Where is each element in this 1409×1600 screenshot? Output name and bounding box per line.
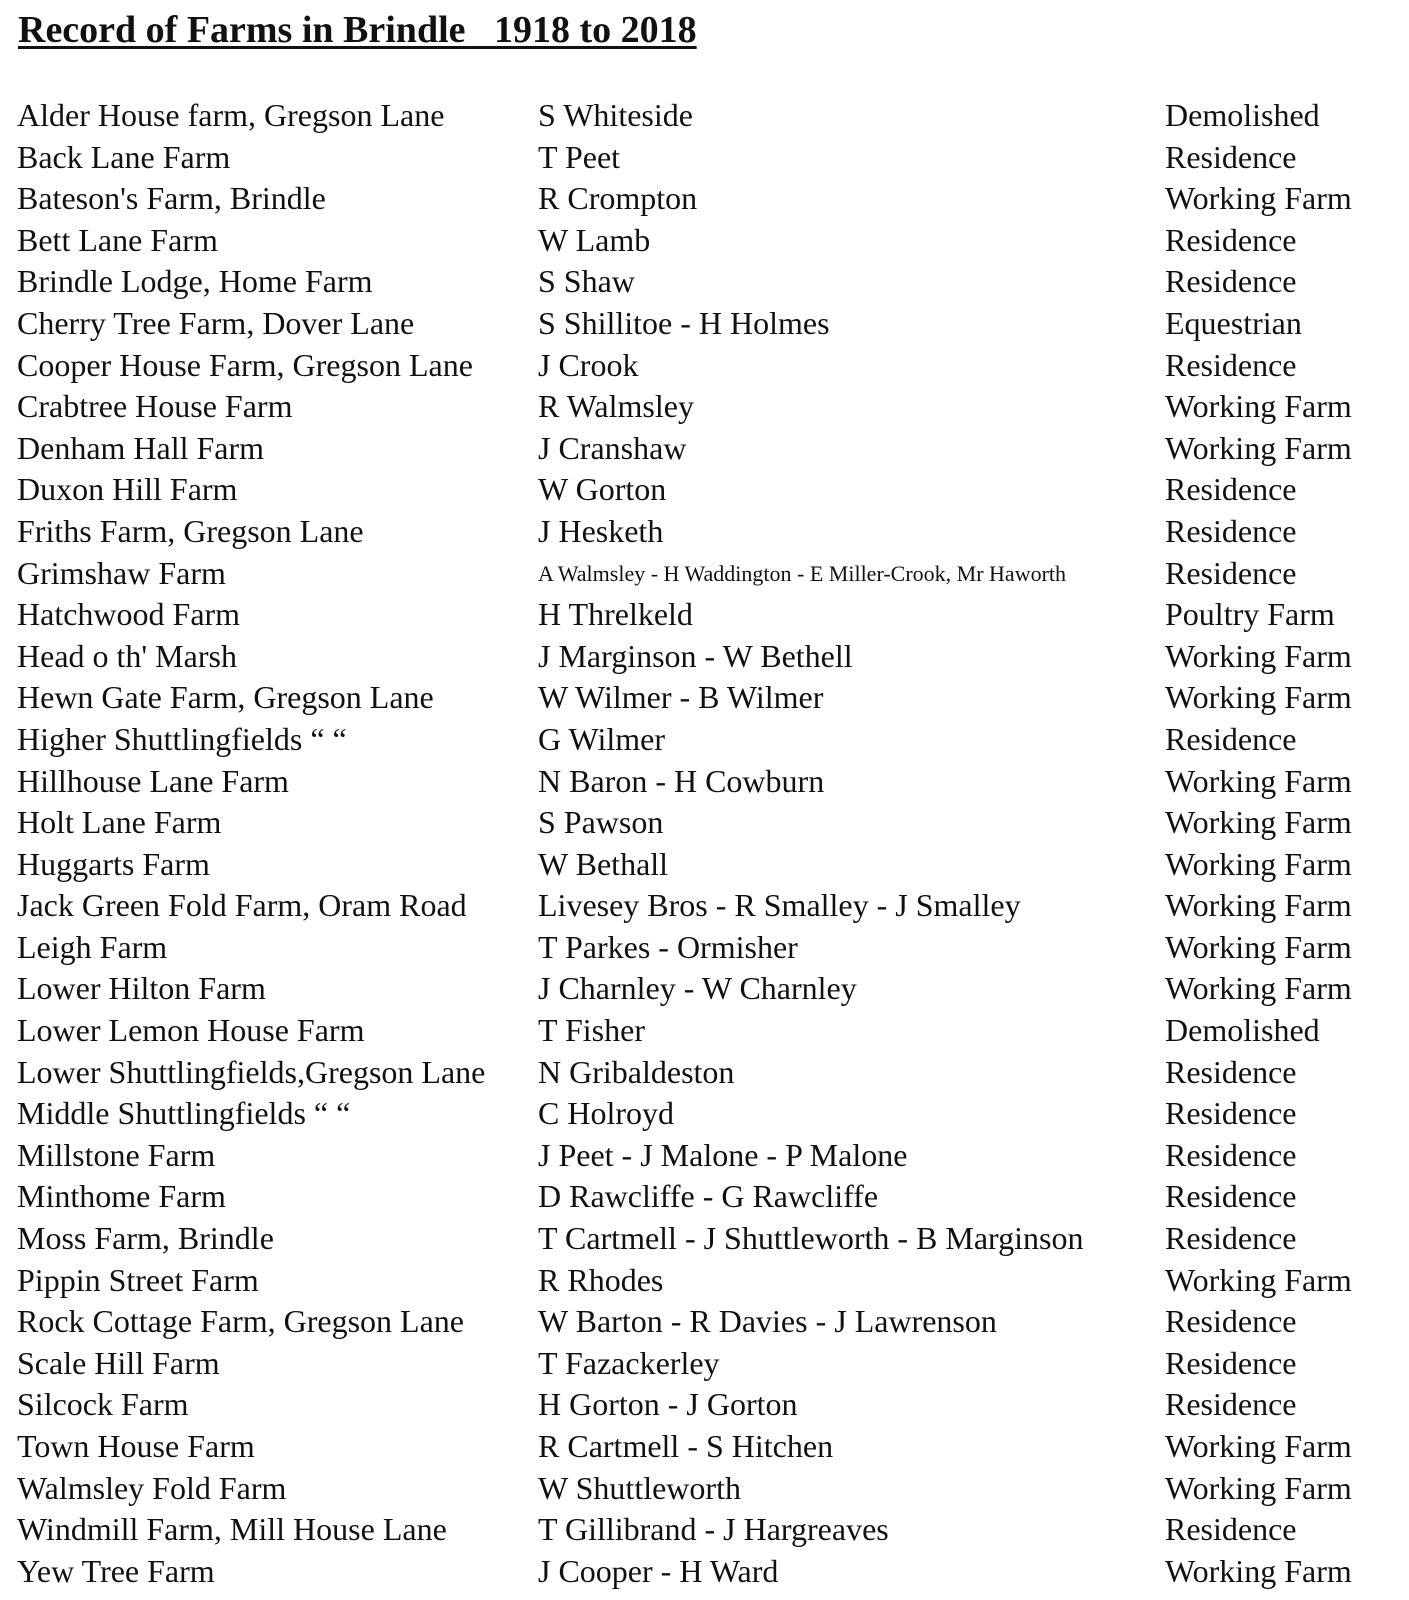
farm-row: [0, 761, 1409, 803]
farm-row: [0, 1135, 1409, 1177]
farm-row: [0, 1010, 1409, 1052]
document-title: Record of Farms in Brindle 1918 to 2018: [18, 9, 697, 51]
farm-name: Duxon Hill Farm: [17, 471, 238, 508]
farm-row: [0, 1509, 1409, 1551]
farm-occupants: W Gorton: [538, 471, 667, 508]
farm-status: Residence: [1165, 263, 1297, 300]
farm-occupants: G Wilmer: [538, 720, 665, 757]
farm-name: Middle Shuttlingfields “ “: [17, 1095, 351, 1132]
farm-occupants: N Baron - H Cowburn: [538, 762, 825, 799]
farm-status: Residence: [1165, 138, 1297, 175]
farm-status: Working Farm: [1165, 845, 1352, 882]
farm-row: [0, 927, 1409, 969]
farm-status: Residence: [1165, 1178, 1297, 1215]
farm-occupants: W Bethall: [538, 845, 669, 882]
farm-status: Residence: [1165, 720, 1297, 757]
farm-name: Bett Lane Farm: [17, 221, 218, 258]
farm-name: Windmill Farm, Mill House Lane: [17, 1511, 447, 1548]
farm-status: Residence: [1165, 1136, 1297, 1173]
farm-occupants: A Walmsley - H Waddington - E Miller-Crook, Mr Haworth: [538, 560, 1067, 586]
farm-occupants: R Walmsley: [538, 388, 694, 425]
farm-occupants: H Threlkeld: [538, 596, 693, 633]
farm-row: [0, 1218, 1409, 1260]
farm-row: [0, 719, 1409, 761]
farm-row: [0, 802, 1409, 844]
farm-status: Residence: [1165, 346, 1297, 383]
farm-row: [0, 636, 1409, 678]
farm-row: [0, 1426, 1409, 1468]
farm-occupants: S Whiteside: [538, 97, 693, 133]
farm-occupants: W Wilmer - B Wilmer: [538, 679, 824, 716]
farm-row: [0, 1052, 1409, 1094]
farm-name: Pippin Street Farm: [17, 1261, 259, 1298]
farm-row: [0, 95, 1409, 137]
farm-status: Working Farm: [1165, 762, 1352, 799]
farm-row: [0, 677, 1409, 719]
farm-status: Working Farm: [1165, 388, 1352, 425]
farm-row: [0, 469, 1409, 511]
farm-row: [0, 1468, 1409, 1510]
farm-row: [0, 1176, 1409, 1218]
farm-status: Residence: [1165, 1220, 1297, 1257]
farm-status: Working Farm: [1165, 1261, 1352, 1298]
farm-occupants: J Charnley - W Charnley: [538, 970, 857, 1007]
farm-occupants: Livesey Bros - R Smalley - J Smalley: [538, 887, 1021, 924]
farm-name: Higher Shuttlingfields “ “: [17, 720, 347, 757]
farm-occupants: T Peet: [538, 138, 621, 175]
farm-occupants: T Gillibrand - J Hargreaves: [538, 1511, 889, 1548]
farm-name: Hillhouse Lane Farm: [17, 762, 289, 799]
farm-occupants: S Shillitoe - H Holmes: [538, 304, 830, 341]
farm-status: Working Farm: [1165, 804, 1352, 841]
farm-occupants: R Rhodes: [538, 1261, 664, 1298]
farm-row: [0, 1301, 1409, 1343]
farm-name: Jack Green Fold Farm, Oram Road: [17, 887, 467, 924]
farm-name: Back Lane Farm: [17, 138, 231, 175]
farm-row: [0, 885, 1409, 927]
farm-name: Yew Tree Farm: [17, 1552, 215, 1589]
farm-status: Residence: [1165, 1344, 1297, 1381]
farm-occupants: T Cartmell - J Shuttleworth - B Marginson: [538, 1220, 1084, 1257]
farm-name: Lower Lemon House Farm: [17, 1012, 365, 1049]
farm-row: [0, 1384, 1409, 1426]
farm-name: Hatchwood Farm: [17, 596, 241, 633]
farm-status: Working Farm: [1165, 1428, 1352, 1464]
farm-occupants: D Rawcliffe - G Rawcliffe: [538, 1178, 879, 1215]
farm-name: Leigh Farm: [17, 928, 168, 965]
farm-row: [0, 511, 1409, 553]
farm-status: Working Farm: [1165, 1552, 1352, 1589]
farm-status: Poultry Farm: [1165, 596, 1335, 633]
farm-name: Cherry Tree Farm, Dover Lane: [17, 304, 415, 341]
farm-status: Residence: [1165, 221, 1297, 258]
farm-name: Holt Lane Farm: [17, 804, 222, 841]
farm-name: Crabtree House Farm: [17, 388, 293, 425]
farm-list: [0, 95, 1409, 1592]
farm-name: Lower Hilton Farm: [17, 970, 266, 1007]
farm-name: Denham Hall Farm: [17, 429, 265, 466]
farm-name: Scale Hill Farm: [17, 1344, 220, 1381]
farm-occupants: J Crook: [538, 346, 639, 383]
farm-status: Residence: [1165, 471, 1297, 508]
farm-row: [0, 968, 1409, 1010]
farm-name: Alder House farm, Gregson Lane: [17, 97, 445, 133]
farm-row: [0, 386, 1409, 428]
farm-name: Walmsley Fold Farm: [17, 1469, 287, 1506]
farm-occupants: S Shaw: [538, 263, 635, 300]
farm-status: Working Farm: [1165, 637, 1352, 674]
farm-occupants: J Cranshaw: [538, 429, 687, 466]
farm-name: Silcock Farm: [17, 1386, 189, 1423]
farm-occupants: T Fisher: [538, 1012, 645, 1049]
farm-occupants: T Parkes - Ormisher: [538, 928, 798, 965]
farm-name: Millstone Farm: [17, 1136, 216, 1173]
farm-status: Residence: [1165, 554, 1297, 591]
farm-row: [0, 1260, 1409, 1302]
farm-status: Working Farm: [1165, 1469, 1352, 1506]
farm-occupants: J Marginson - W Bethell: [538, 637, 853, 674]
farm-name: Bateson's Farm, Brindle: [17, 180, 326, 217]
farm-status: Residence: [1165, 1303, 1297, 1340]
farm-name: Huggarts Farm: [17, 845, 210, 882]
farm-status: Equestrian: [1165, 304, 1302, 341]
farm-row: [0, 303, 1409, 345]
farm-occupants: J Cooper - H Ward: [538, 1552, 779, 1589]
farm-row: [0, 594, 1409, 636]
farm-name: Minthome Farm: [17, 1178, 226, 1215]
farm-name: Town House Farm: [17, 1428, 255, 1464]
farm-status: Working Farm: [1165, 887, 1352, 924]
farm-occupants: R Crompton: [538, 180, 698, 217]
farm-row: [0, 553, 1409, 595]
farm-name: Cooper House Farm, Gregson Lane: [17, 346, 473, 383]
farm-occupants: J Hesketh: [538, 512, 664, 549]
farm-status: Residence: [1165, 512, 1297, 549]
farm-row: [0, 137, 1409, 179]
farm-name: Moss Farm, Brindle: [17, 1220, 274, 1257]
farm-occupants: N Gribaldeston: [538, 1053, 735, 1090]
farm-status: Residence: [1165, 1511, 1297, 1548]
farm-row: [0, 345, 1409, 387]
farm-row: [0, 178, 1409, 220]
farm-occupants: J Peet - J Malone - P Malone: [538, 1136, 908, 1173]
farm-occupants: S Pawson: [538, 804, 664, 841]
farm-row: [0, 1343, 1409, 1385]
farm-occupants: W Lamb: [538, 221, 651, 258]
farm-status: Working Farm: [1165, 679, 1352, 716]
farm-name: Head o th' Marsh: [17, 637, 237, 674]
farm-status: Residence: [1165, 1095, 1297, 1132]
farm-row: [0, 1093, 1409, 1135]
farm-status: Residence: [1165, 1053, 1297, 1090]
farm-status: Working Farm: [1165, 970, 1352, 1007]
farm-row: [0, 428, 1409, 470]
farm-occupants: R Cartmell - S Hitchen: [538, 1428, 834, 1464]
farm-name: Rock Cottage Farm, Gregson Lane: [17, 1303, 464, 1340]
farm-occupants: T Fazackerley: [538, 1344, 720, 1381]
farm-name: Friths Farm, Gregson Lane: [17, 512, 364, 549]
farm-status: Residence: [1165, 1386, 1297, 1423]
farm-status: Demolished: [1165, 97, 1320, 133]
farm-occupants: H Gorton - J Gorton: [538, 1386, 798, 1423]
farm-name: Lower Shuttlingfields,Gregson Lane: [17, 1053, 486, 1090]
farm-occupants: W Shuttleworth: [538, 1469, 741, 1506]
farm-status: Working Farm: [1165, 928, 1352, 965]
farm-name: Brindle Lodge, Home Farm: [17, 263, 373, 300]
farm-row: [0, 220, 1409, 262]
farm-name: Hewn Gate Farm, Gregson Lane: [17, 679, 434, 716]
farm-occupants: W Barton - R Davies - J Lawrenson: [538, 1303, 997, 1340]
farm-status: Working Farm: [1165, 180, 1352, 217]
farm-row: [0, 1551, 1409, 1593]
farm-status: Demolished: [1165, 1012, 1320, 1049]
farm-row: [0, 844, 1409, 886]
farm-name: Grimshaw Farm: [17, 554, 226, 591]
farm-occupants: C Holroyd: [538, 1095, 674, 1132]
farm-row: [0, 261, 1409, 303]
farm-status: Working Farm: [1165, 429, 1352, 466]
